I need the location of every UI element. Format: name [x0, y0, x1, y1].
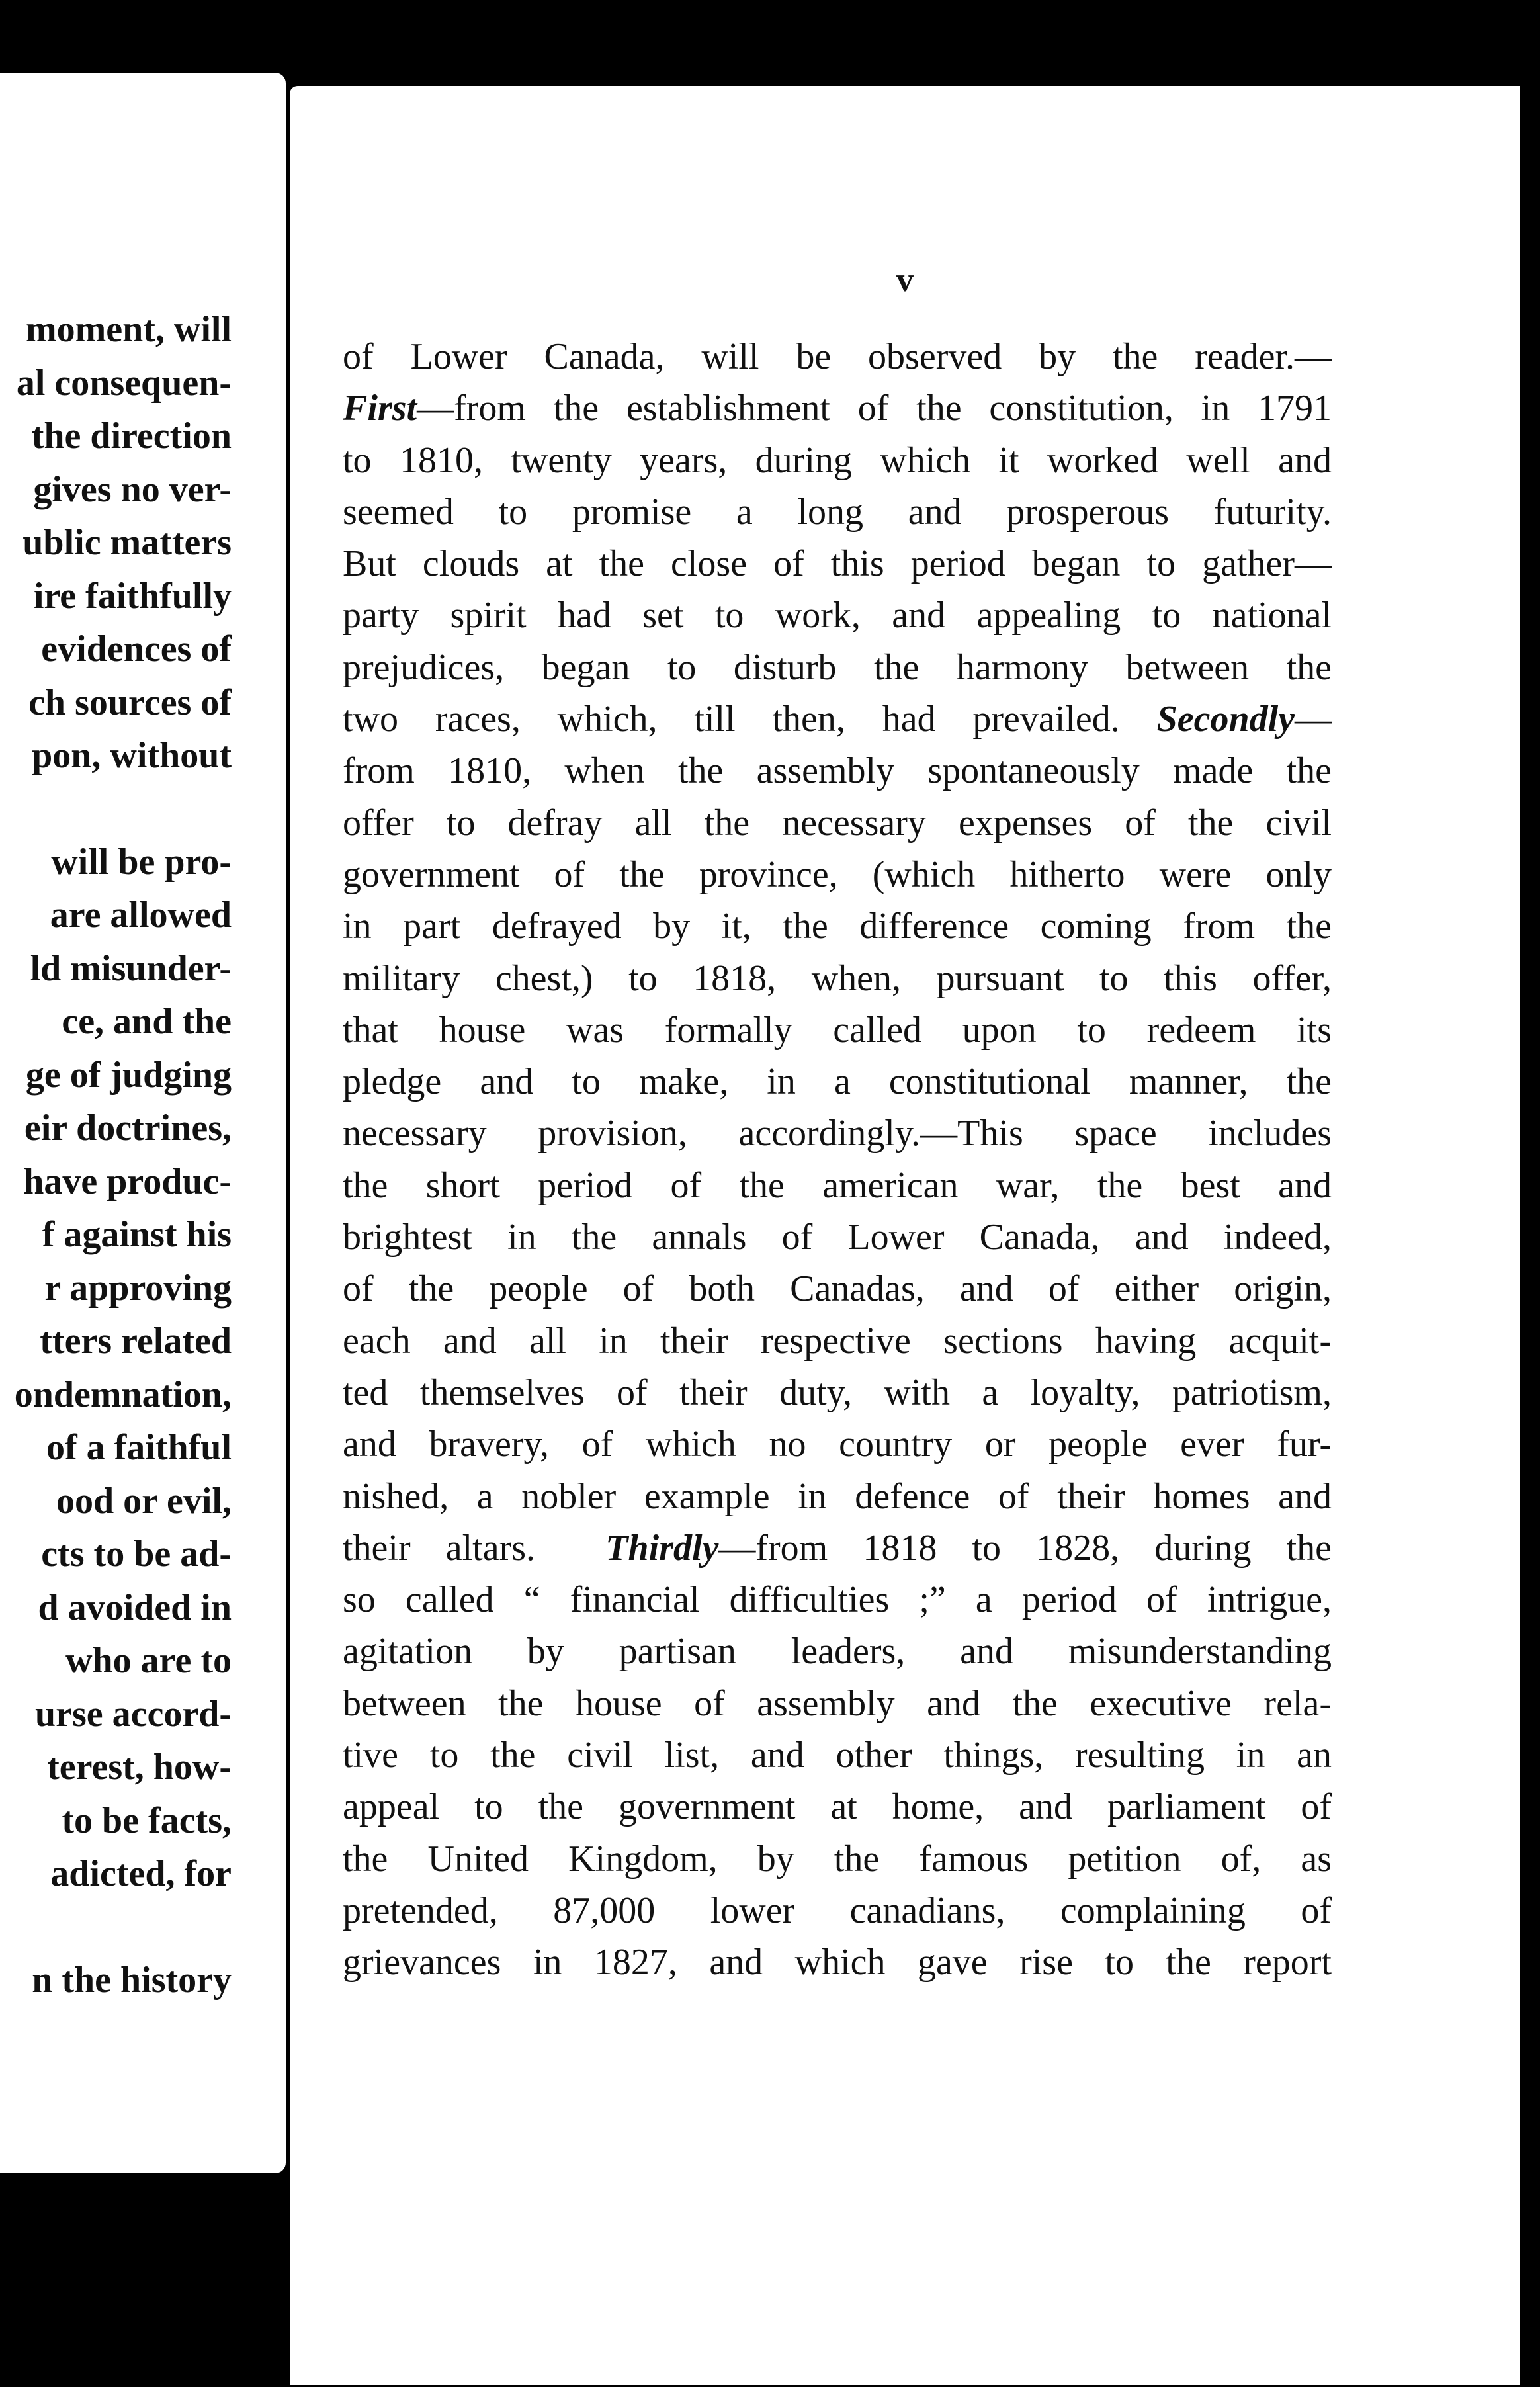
left-line: cts to be ad- — [41, 1534, 232, 1575]
left-line: tters related — [40, 1321, 232, 1362]
text-line-content: from 1810, when the assembly spontaneously made the — [343, 750, 1332, 792]
text-line-content: pretended, 87,000 lower canadians, complaining of — [343, 1889, 1332, 1931]
left-line: adicted, for — [50, 1853, 232, 1894]
text-line — [343, 1574, 1332, 1626]
thirdly-label: Thirdly — [605, 1527, 719, 1569]
right-page-text — [343, 331, 1332, 1989]
left-line: eir doctrines, — [24, 1107, 232, 1149]
text-line-content: agitation by partisan leaders, and misunderstanding — [343, 1631, 1332, 1672]
text-line — [343, 1833, 1332, 1885]
text-line — [343, 1367, 1332, 1418]
left-line: ch sources of — [28, 681, 232, 723]
text-line-content: their altars. — [343, 1527, 536, 1569]
text-line-content: between the house of assembly and the executive rela- — [343, 1682, 1332, 1724]
text-line — [343, 1056, 1332, 1107]
paragraph-gap — [15, 783, 232, 836]
text-line — [343, 589, 1332, 641]
left-line: urse accord- — [34, 1693, 232, 1735]
left-line: pon, without — [32, 735, 232, 776]
text-line — [343, 331, 1332, 382]
text-line — [343, 1936, 1332, 1988]
left-line: to be facts, — [62, 1800, 232, 1841]
thirdly-rest: —from 1818 to 1828, during the — [718, 1527, 1332, 1569]
secondly-dash: — — [1295, 699, 1332, 740]
text-line — [343, 693, 1332, 745]
text-line-content: seemed to promise a long and prosperous futurity. — [343, 491, 1332, 533]
text-line-content: government of the province, (which hitherto were only — [343, 853, 1332, 895]
text-line — [343, 1781, 1332, 1833]
left-line: will be pro- — [51, 841, 232, 883]
text-line — [343, 1263, 1332, 1315]
left-line: f against his — [42, 1214, 232, 1255]
text-line-content: —from the establishment of the constitution, in 1791 — [417, 388, 1332, 429]
text-line — [343, 1678, 1332, 1729]
text-line-content: to 1810, twenty years, during which it worked well and — [343, 439, 1332, 481]
text-line-content: each and all in their respective sections having acquit- — [343, 1320, 1332, 1362]
left-line: ublic matters — [22, 522, 232, 563]
left-line: ondemnation, — [14, 1373, 232, 1415]
text-line-content: ted themselves of their duty, with a loyalty, patriotism, — [343, 1371, 1332, 1413]
text-line-content: the short period of the american war, the best and — [343, 1164, 1332, 1206]
text-line-content: of the people of both Canadas, and of either origin, — [343, 1268, 1332, 1310]
right-page — [290, 86, 1520, 2385]
text-line-content: in part defrayed by it, the difference coming from the — [343, 906, 1332, 947]
text-line — [343, 538, 1332, 589]
text-line — [343, 1885, 1332, 1936]
text-line-content: the United Kingdom, by the famous petition of, as — [343, 1838, 1332, 1880]
text-line-content: and bravery, of which no country or people ever fur- — [343, 1424, 1332, 1465]
text-line — [343, 1729, 1332, 1781]
left-line: terest, how- — [47, 1747, 232, 1788]
text-line — [343, 953, 1332, 1004]
left-line: moment, will — [25, 309, 232, 350]
text-line-content: offer to defray all the necessary expenses of the civil — [343, 802, 1332, 844]
text-line-content: appeal to the government at home, and parliament of — [343, 1786, 1332, 1828]
left-line: ld misunder- — [30, 947, 232, 989]
text-line-content: pledge and to make, in a constitutional manner, the — [343, 1061, 1332, 1103]
left-line: evidences of — [41, 629, 232, 670]
text-line — [343, 745, 1332, 797]
first-label: First — [343, 388, 417, 429]
left-line — [15, 1901, 232, 1954]
text-line-content: of Lower Canada, will be observed by the reader.— — [343, 336, 1332, 377]
left-line: gives no ver- — [33, 468, 232, 510]
text-line — [343, 486, 1332, 538]
left-line: al consequen- — [16, 362, 232, 404]
left-line: ce, and the — [62, 1001, 232, 1042]
text-line-content: necessary provision, accordingly.—This space includes — [343, 1113, 1332, 1154]
text-line — [343, 435, 1332, 486]
text-line-content: party spirit had set to work, and appealing to national — [343, 595, 1332, 636]
text-line — [343, 1522, 1332, 1574]
text-line-content: grievances in 1827, and which gave rise to the report — [343, 1942, 1332, 1983]
text-line-content: two races, which, till then, had prevailed. — [343, 699, 1120, 740]
text-line — [343, 900, 1332, 952]
left-line: of a faithful — [46, 1427, 232, 1468]
text-line — [343, 382, 1332, 434]
text-line-content: tive to the civil list, and other things, resulting in an — [343, 1735, 1332, 1776]
text-line-content: brightest in the annals of Lower Canada, and indeed, — [343, 1217, 1332, 1258]
left-line: n the history — [32, 1960, 232, 2001]
text-line — [343, 1211, 1332, 1263]
left-page — [0, 73, 286, 2173]
text-line — [343, 1107, 1332, 1159]
text-line — [343, 1418, 1332, 1470]
text-line — [343, 1004, 1332, 1056]
text-line — [343, 1626, 1332, 1677]
left-page-text — [15, 303, 232, 2007]
text-line-content: military chest,) to 1818, when, pursuant to this offer, — [343, 957, 1332, 999]
text-line — [343, 1315, 1332, 1367]
text-line — [343, 797, 1332, 849]
left-line: the direction — [31, 415, 232, 456]
text-line — [343, 1471, 1332, 1522]
left-line: r approving — [44, 1267, 232, 1309]
left-line: ood or evil, — [56, 1480, 232, 1522]
text-line — [343, 849, 1332, 900]
left-line: d avoided in — [38, 1586, 232, 1628]
text-line — [343, 642, 1332, 693]
left-line: ge of judging — [25, 1054, 232, 1096]
secondly-label: Secondly — [1156, 699, 1295, 740]
text-line-content: that house was formally called upon to redeem its — [343, 1009, 1332, 1051]
text-line-content: prejudices, began to disturb the harmony between the — [343, 646, 1332, 688]
page-number: v — [896, 261, 914, 299]
text-line-content: so called “ financial difficulties ;” a period of intrigue, — [343, 1579, 1332, 1621]
left-line: are allowed — [50, 894, 232, 935]
text-line-content: But clouds at the close of this period began to gather— — [343, 543, 1332, 585]
left-line: have produc- — [23, 1160, 232, 1202]
text-line-content: nished, a nobler example in defence of their homes and — [343, 1475, 1332, 1517]
text-line — [343, 1160, 1332, 1211]
left-line: who are to — [65, 1640, 232, 1681]
left-line: ire faithfully — [33, 575, 232, 617]
